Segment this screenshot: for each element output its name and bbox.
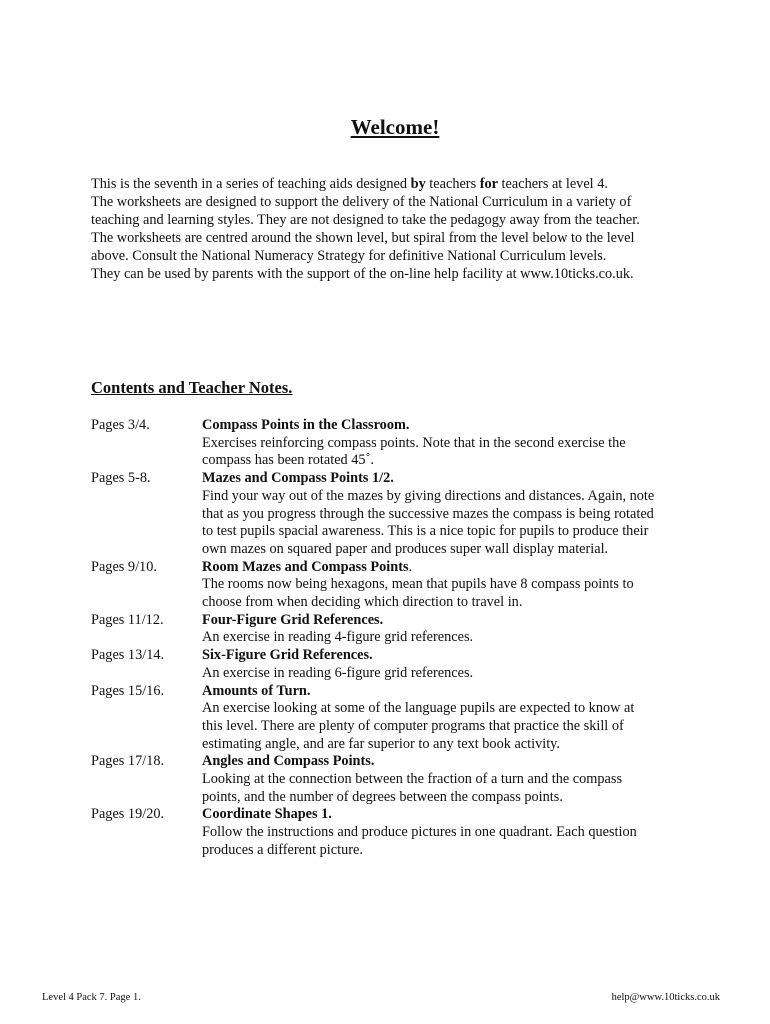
entry-heading: Amounts of Turn.: [202, 682, 311, 699]
entry-heading: Angles and Compass Points.: [202, 753, 375, 770]
entry-body: [202, 806, 721, 859]
entry-heading: Six-Figure Grid References.: [202, 647, 373, 664]
entry-line: produces a different picture.: [202, 841, 363, 858]
footer-page-label: Level 4 Pack 7. Page 1.: [42, 992, 141, 1003]
contents-entry: [91, 647, 721, 682]
entry-line: Follow the instructions and produce pictures in one quadrant. Each question: [202, 824, 637, 841]
entry-body: [202, 647, 721, 682]
entry-heading-text: Room Mazes and Compass Points: [202, 558, 409, 575]
footer-help-email: help@www.10ticks.co.uk: [611, 992, 720, 1003]
contents-entry: [91, 559, 721, 612]
contents-entry: [91, 417, 721, 470]
contents-entry: [91, 470, 721, 559]
intro-line: [91, 175, 721, 193]
entry-body: [202, 683, 721, 754]
entry-line: The rooms now being hexagons, mean that pupils have 8 compass points to: [202, 576, 634, 593]
entry-pages: Pages 5-8.: [91, 470, 151, 487]
entry-body: [202, 417, 721, 470]
entry-line: that as you progress through the successive mazes the compass is being rotated: [202, 505, 654, 522]
entry-line: An exercise in reading 4-figure grid references.: [202, 629, 474, 646]
entry-body: [202, 612, 721, 647]
entry-pages: Pages 9/10.: [91, 558, 157, 575]
intro-emphasis-by: by: [410, 176, 426, 192]
entry-heading: [202, 559, 721, 577]
entry-pages: Pages 11/12.: [91, 611, 164, 628]
intro-emphasis-for: for: [479, 176, 498, 192]
entry-line: Looking at the connection between the fraction of a turn and the compass: [202, 771, 623, 788]
intro-line: The worksheets are designed to support the delivery of the National Curriculum in a variety of: [91, 194, 632, 210]
entry-line: to test pupils spacial awareness. This is a nice topic for pupils to produce their: [202, 523, 649, 540]
entry-line: An exercise looking at some of the language pupils are expected to know at: [202, 700, 635, 717]
contents-heading: Contents and Teacher Notes.: [91, 378, 293, 397]
entry-pages: Pages 15/16.: [91, 682, 165, 699]
entry-pages: Pages 19/20.: [91, 806, 165, 823]
entry-line: this level. There are plenty of computer programs that practice the skill of: [202, 717, 624, 734]
entry-pages: Pages 13/14.: [91, 647, 165, 664]
entry-line: compass has been rotated 45˚.: [202, 452, 374, 469]
entry-heading: Coordinate Shapes 1.: [202, 806, 332, 823]
entry-line: estimating angle, and are far superior to any text book activity.: [202, 735, 560, 752]
entry-line: An exercise in reading 6-figure grid references.: [202, 664, 474, 681]
intro-text: This is the seventh in a series of teaching aids designed: [91, 176, 411, 192]
contents-entry: [91, 612, 721, 647]
entry-line: own mazes on squared paper and produces super wall display material.: [202, 540, 609, 557]
intro-line: above. Consult the National Numeracy Strategy for definitive National Curriculum levels.: [91, 248, 607, 264]
entry-line: choose from when deciding which direction to travel in.: [202, 594, 523, 611]
intro-text: teachers: [425, 176, 480, 192]
entry-pages: Pages 17/18.: [91, 753, 165, 770]
entry-heading: Mazes and Compass Points 1/2.: [202, 470, 394, 487]
entry-body: [202, 470, 721, 559]
intro-line: The worksheets are centred around the shown level, but spiral from the level below to the level: [91, 230, 635, 246]
entry-heading: Four-Figure Grid References.: [202, 611, 384, 628]
entry-pages: Pages 3/4.: [91, 417, 150, 433]
contents-list: [91, 417, 721, 860]
intro-paragraph: [91, 175, 721, 283]
intro-line: They can be used by parents with the support of the on-line help facility at www.10ticks.co.uk.: [91, 266, 634, 282]
entry-heading-suffix: .: [408, 558, 413, 575]
entry-body: [202, 753, 721, 806]
contents-entry: [91, 806, 721, 859]
intro-line: teaching and learning styles. They are not designed to take the pedagogy away from the teacher.: [91, 212, 640, 228]
page-title: Welcome!: [350, 115, 440, 139]
entry-line: Exercises reinforcing compass points. Note that in the second exercise the: [202, 434, 626, 451]
contents-entry: [91, 753, 721, 806]
intro-text: teachers at level 4.: [497, 176, 608, 192]
entry-line: points, and the number of degrees between the compass points.: [202, 788, 563, 805]
contents-entry: [91, 683, 721, 754]
entry-body: [202, 559, 721, 612]
entry-heading: Compass Points in the Classroom.: [202, 417, 410, 433]
entry-line: Find your way out of the mazes by giving directions and distances. Again, note: [202, 487, 655, 504]
